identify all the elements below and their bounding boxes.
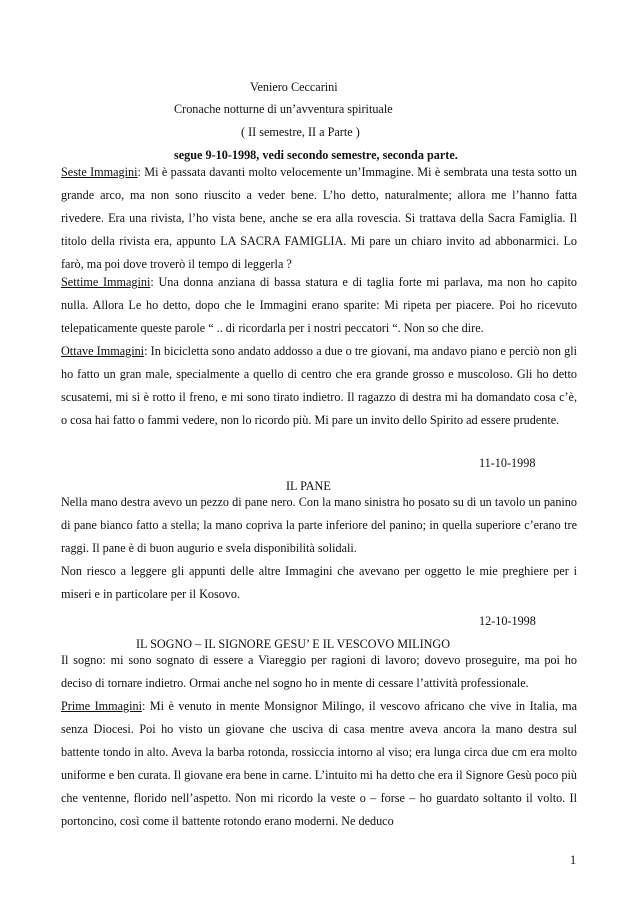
author-name: Veniero Ceccarini	[250, 80, 338, 94]
section-label: Seste Immagini	[61, 165, 138, 179]
document-title: Cronache notturne di un’avventura spirituale	[174, 102, 393, 116]
entry-date: 11-10-1998	[479, 456, 536, 470]
section-ottave-immagini	[61, 340, 577, 432]
section-settime-immagini	[61, 271, 577, 340]
page-number: 1	[570, 853, 577, 867]
entry-date: 12-10-1998	[479, 614, 536, 628]
entry-title: IL PANE	[286, 479, 331, 493]
section-label: Prime Immagini	[61, 699, 142, 713]
section-text: : In bicicletta sono andato addosso a due o tre giovani, ma andavo piano e perciò non gli ho fatto un gran male, specialmente a quello di centro che era grande grosso e muscoloso. Gli ho detto scusatemi, mi si è rotto il freno, e mi sono tirato indietro. Il ragazzo di destra mi ha domandato cosa c’è, o cosa hai fatto o fammi vedere, non lo ricordo più. Mi pare un invito dello Spirito ad essere prudente.	[61, 344, 578, 427]
section-text: : Una donna anziana di bassa statura e di taglia forte mi parlava, ma non ho capito nulla. Allora Le ho detto, dopo che le Immagini erano sparite: Mi ripeta per piacere. Poi ho ricevuto telepaticamente queste parole “ .. di ricordarla per i nostri peccatori “. Non so che dire.	[61, 275, 577, 335]
section-seste-immagini	[61, 161, 577, 276]
continuation-note: segue 9-10-1998, vedi secondo semestre, seconda parte.	[174, 148, 458, 162]
semester-subtitle: ( II semestre, II a Parte )	[241, 125, 360, 139]
entry-paragraph: Il sogno: mi sono sognato di essere a Viareggio per ragioni di lavoro; dovevo proseguire, ma poi ho deciso di tornare indietro. Ormai anche nel sogno ho in mente di cessare l’attività professionale.	[61, 653, 577, 690]
entry-title: IL SOGNO – IL SIGNORE GESU’ E IL VESCOVO MILINGO	[136, 637, 451, 651]
section-label: Settime Immagini	[61, 275, 151, 289]
section-label: Ottave Immagini	[61, 344, 145, 358]
entry-paragraph: Nella mano destra avevo un pezzo di pane nero. Con la mano sinistra ho posato su di un tavolo un panino di pane bianco fatto a stella; la mano copriva la parte inferiore del panino; in quella superiore c’erano tre raggi. Il pane è di buon augurio e svela disponibilità solidali.	[61, 495, 577, 555]
section-text: : Mi è passata davanti molto velocemente un’Immagine. Mi è sembrata una testa sotto un grande arco, ma non sono riuscito a veder bene. L’ho detto, naturalmente; allora me l’hanno fatta rivedere. Era una rivista, l’ho vista bene, anche se era alla rovescia. Si trattava della Sacra Famiglia. Il titolo della rivista era, appunto LA SACRA FAMIGLIA. Mi pare un chiaro invito ad abbonarmici. Lo farò, ma poi dove troverò il tempo di leggerla ?	[61, 165, 577, 271]
entry-paragraph: Non riesco a leggere gli appunti delle altre Immagini che avevano per oggetto le mie preghiere per i miseri e in particolare per il Kosovo.	[61, 564, 577, 601]
section-text: : Mi è venuto in mente Monsignor Milingo, il vescovo africano che vive in Italia, ma senza Diocesi. Poi ho visto un giovane che usciva di casa mentre aveva ancora la mano destra sul battente tondo in alto. Aveva la barba rotonda, rossiccia intorno al viso; era lunga circa due cm era molto uniforme e ben curata. Il giovane era bene in carne. L’intuito mi ha detto che era il Signore Gesù poco più che ventenne, florido nell’aspetto. Non mi ricordo la veste o – forse – ho guardato soltanto il volto. Il portoncino, così come il battente rotondo erano moderni. Ne deduco	[61, 699, 577, 828]
section-prime-immagini	[61, 695, 577, 832]
